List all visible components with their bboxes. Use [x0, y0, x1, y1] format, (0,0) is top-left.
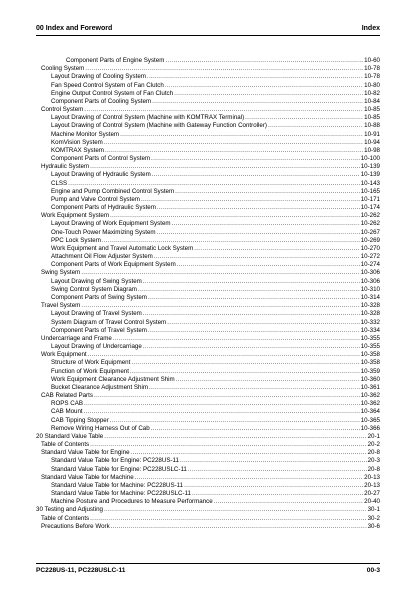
- toc-entry-title: KomVision System: [51, 138, 103, 146]
- table-of-contents: [36, 57, 380, 531]
- toc-entry[interactable]: [36, 180, 380, 188]
- toc-entry-title: Work Equipment and Travel Automatic Lock System: [51, 244, 194, 252]
- toc-dot-leader: [184, 482, 363, 490]
- toc-entry-page: 10-362: [360, 400, 380, 408]
- toc-entry[interactable]: [36, 261, 380, 269]
- toc-entry[interactable]: [36, 335, 380, 343]
- toc-entry[interactable]: [36, 482, 380, 490]
- toc-entry[interactable]: [36, 408, 380, 416]
- toc-entry-page: 10-139: [360, 163, 380, 171]
- toc-entry[interactable]: [36, 294, 380, 302]
- toc-entry-page: 10-82: [364, 89, 380, 97]
- toc-entry-page: 20-1: [367, 432, 380, 440]
- toc-dot-leader: [180, 457, 367, 465]
- toc-dot-leader: [88, 351, 360, 359]
- toc-entry[interactable]: [36, 417, 380, 425]
- toc-dot-leader: [104, 139, 363, 147]
- toc-entry[interactable]: [36, 425, 380, 433]
- toc-entry[interactable]: [36, 122, 380, 130]
- toc-entry-page: 10-88: [364, 122, 380, 130]
- toc-entry-title: Structure of Work Equipment: [51, 359, 131, 367]
- toc-dot-leader: [104, 433, 366, 441]
- toc-entry-title: Bucket Clearance Adjustment Shim: [51, 383, 148, 391]
- toc-entry-title: Machine Monitor System: [51, 130, 120, 138]
- toc-entry-page: 10-91: [364, 130, 380, 138]
- toc-entry[interactable]: [36, 73, 380, 81]
- toc-entry[interactable]: [36, 90, 380, 98]
- toc-dot-leader: [110, 417, 360, 425]
- toc-dot-leader: [152, 98, 363, 106]
- toc-entry-page: 20-2: [367, 441, 380, 449]
- toc-entry[interactable]: [36, 523, 380, 531]
- toc-dot-leader: [130, 368, 360, 376]
- toc-entry[interactable]: [36, 368, 380, 376]
- toc-entry-title: PPC Lock System: [51, 236, 101, 244]
- toc-entry-title: Fan Speed Control System of Fan Clutch: [51, 81, 164, 89]
- toc-entry-page: 10-328: [360, 302, 380, 310]
- toc-entry[interactable]: [36, 359, 380, 367]
- toc-entry-page: 10-100: [360, 155, 380, 163]
- toc-dot-leader: [90, 163, 360, 171]
- toc-entry[interactable]: [36, 155, 380, 163]
- toc-dot-leader: [152, 171, 360, 179]
- toc-entry-title: Standard Value Table for Engine: PC228US-11: [51, 457, 179, 465]
- toc-dot-leader: [167, 319, 360, 327]
- toc-dot-leader: [143, 343, 360, 351]
- toc-dot-leader: [165, 57, 363, 65]
- toc-entry-title: Work Equipment System: [41, 212, 109, 220]
- toc-entry-title: Work Equipment: [41, 351, 87, 359]
- toc-entry-title: Hydraulic System: [41, 163, 90, 171]
- toc-entry[interactable]: [36, 457, 380, 465]
- toc-entry-title: Component Parts of Control System: [51, 155, 151, 163]
- toc-entry-title: Control System: [41, 106, 84, 114]
- toc-entry-page: 10-328: [360, 310, 380, 318]
- toc-entry-page: 10-361: [360, 383, 380, 391]
- footer-rule: [36, 563, 380, 564]
- toc-entry-title: Layout Drawing of Swing System: [51, 277, 142, 285]
- toc-entry-title: Travel System: [41, 302, 81, 310]
- toc-entry[interactable]: [36, 171, 380, 179]
- toc-dot-leader: [84, 408, 360, 416]
- toc-dot-leader: [135, 474, 364, 482]
- toc-dot-leader: [214, 498, 364, 506]
- toc-entry[interactable]: [36, 278, 380, 286]
- toc-dot-leader: [149, 384, 360, 392]
- toc-dot-leader: [110, 212, 360, 220]
- toc-entry[interactable]: [36, 82, 380, 90]
- toc-entry[interactable]: [36, 114, 380, 122]
- toc-entry-title: CAB Related Parts: [41, 392, 93, 400]
- toc-entry-page: 10-267: [360, 228, 380, 236]
- toc-entry[interactable]: [36, 327, 380, 335]
- toc-entry[interactable]: [36, 474, 380, 482]
- toc-entry-page: 10-85: [364, 114, 380, 122]
- toc-entry-page: 10-364: [360, 408, 380, 416]
- toc-entry-title: Layout Drawing of Hydraulic System: [51, 171, 151, 179]
- toc-entry[interactable]: [36, 515, 380, 523]
- toc-entry-title: Remove Wiring Harness Out of Cab: [51, 424, 150, 432]
- toc-entry-page: 20-40: [364, 498, 380, 506]
- toc-entry[interactable]: [36, 286, 380, 294]
- page-footer: [36, 566, 380, 576]
- header-rule: [36, 35, 380, 36]
- toc-entry-title: ROPS CAB: [51, 400, 83, 408]
- toc-entry-page: 10-165: [360, 187, 380, 195]
- toc-entry-page: 20-3: [367, 457, 380, 465]
- toc-entry[interactable]: [36, 498, 380, 506]
- toc-entry[interactable]: [36, 269, 380, 277]
- toc-entry[interactable]: [36, 237, 380, 245]
- toc-dot-leader: [85, 65, 363, 73]
- toc-entry-title: Component Parts of Engine System: [66, 57, 165, 64]
- toc-entry-title: Layout Drawing of Travel System: [51, 310, 142, 318]
- toc-entry-page: 20-8: [367, 449, 380, 457]
- toc-dot-leader: [177, 261, 360, 269]
- toc-entry-page: 20-13: [364, 473, 380, 481]
- toc-entry[interactable]: [36, 65, 380, 73]
- toc-entry-title: Function of Work Equipment: [51, 367, 129, 375]
- toc-dot-leader: [192, 490, 363, 498]
- toc-entry-page: 10-332: [360, 318, 380, 326]
- toc-entry-page: 10-78: [364, 65, 380, 73]
- toc-dot-leader: [268, 122, 363, 130]
- toc-entry-page: 10-262: [360, 220, 380, 228]
- toc-entry-title: Machine Posture and Procedures to Measure Performance: [51, 498, 213, 506]
- toc-entry-title: CLSS: [51, 179, 68, 187]
- toc-entry[interactable]: [36, 245, 380, 253]
- toc-entry-page: 10-143: [360, 179, 380, 187]
- toc-entry-page: 30-6: [367, 522, 380, 530]
- toc-entry-title: Component Parts of Cooling System: [51, 97, 152, 105]
- toc-entry-page: 10-362: [360, 392, 380, 400]
- toc-entry-page: 20-27: [364, 490, 380, 498]
- toc-entry-title: Layout Drawing of Control System (Machine with KOMTRAX Terminal): [51, 114, 245, 122]
- toc-dot-leader: [105, 147, 363, 155]
- toc-entry-title: 20 Standard Value Table: [36, 432, 104, 440]
- toc-entry-title: Precautions Before Work: [41, 522, 110, 530]
- toc-dot-leader: [157, 229, 360, 237]
- toc-entry[interactable]: [36, 98, 380, 106]
- toc-dot-leader: [120, 131, 363, 139]
- toc-entry[interactable]: [36, 212, 380, 220]
- toc-entry-page: 10-314: [360, 293, 380, 301]
- toc-entry-title: Layout Drawing of Cooling System: [51, 73, 146, 81]
- toc-dot-leader: [176, 376, 360, 384]
- footer-page-number: 00-3: [366, 567, 380, 574]
- toc-entry-page: 10-98: [364, 146, 380, 154]
- toc-entry[interactable]: [36, 506, 380, 514]
- toc-dot-leader: [94, 392, 360, 400]
- toc-dot-leader: [147, 73, 363, 81]
- toc-dot-leader: [151, 425, 360, 433]
- footer-model: PC228US-11, PC228USLC-11: [36, 567, 126, 574]
- toc-entry-title: Work Equipment Clearance Adjustment Shim: [51, 375, 175, 383]
- toc-dot-leader: [84, 400, 360, 408]
- toc-dot-leader: [157, 204, 360, 212]
- toc-entry[interactable]: [36, 351, 380, 359]
- toc-entry-page: 10-171: [360, 195, 380, 203]
- toc-entry-page: 20-13: [364, 481, 380, 489]
- toc-entry[interactable]: [36, 490, 380, 498]
- toc-dot-leader: [113, 335, 360, 343]
- toc-dot-leader: [111, 523, 367, 531]
- toc-entry-title: Attachment Oil Flow Adjuster System: [51, 253, 153, 261]
- toc-entry-title: Component Parts of Work Equipment System: [51, 261, 176, 269]
- toc-entry[interactable]: [36, 376, 380, 384]
- toc-entry-page: 10-270: [360, 244, 380, 252]
- header-section-title: 00 Index and Foreword: [36, 25, 113, 32]
- toc-dot-leader: [131, 449, 367, 457]
- toc-entry-page: 10-94: [364, 138, 380, 146]
- toc-entry[interactable]: [36, 466, 380, 474]
- toc-dot-leader: [188, 466, 367, 474]
- toc-entry-title: KOMTRAX System: [51, 146, 104, 154]
- toc-entry[interactable]: [36, 204, 380, 212]
- toc-entry[interactable]: [36, 310, 380, 318]
- toc-entry-title: Component Parts of Travel System: [51, 326, 147, 334]
- toc-entry-title: Table of Contents: [41, 441, 90, 449]
- toc-entry-page: 10-358: [360, 359, 380, 367]
- toc-entry-page: 10-334: [360, 326, 380, 334]
- toc-dot-leader: [68, 180, 360, 188]
- toc-entry[interactable]: [36, 147, 380, 155]
- toc-dot-leader: [154, 253, 360, 261]
- toc-entry-title: CAB Mount: [51, 408, 83, 416]
- toc-dot-leader: [81, 302, 359, 310]
- toc-entry[interactable]: [36, 220, 380, 228]
- toc-entry-page: 10-366: [360, 424, 380, 432]
- toc-entry[interactable]: [36, 131, 380, 139]
- toc-entry-page: 10-310: [360, 285, 380, 293]
- toc-entry-title: Standard Value Table for Machine: PC228US-11: [51, 481, 184, 489]
- toc-entry-title: Engine and Pump Combined Control System: [51, 187, 175, 195]
- toc-dot-leader: [84, 106, 363, 114]
- toc-entry[interactable]: [36, 433, 380, 441]
- toc-dot-leader: [143, 278, 360, 286]
- toc-dot-leader: [151, 155, 360, 163]
- toc-entry[interactable]: [36, 441, 380, 449]
- toc-entry-page: 10-358: [360, 351, 380, 359]
- toc-entry-page: 10-360: [360, 375, 380, 383]
- toc-entry[interactable]: [36, 392, 380, 400]
- toc-dot-leader: [165, 82, 363, 90]
- toc-entry[interactable]: [36, 106, 380, 114]
- toc-entry-page: 10-78: [364, 73, 380, 81]
- toc-entry-page: 10-269: [360, 236, 380, 244]
- toc-dot-leader: [90, 441, 366, 449]
- toc-dot-leader: [143, 310, 360, 318]
- toc-entry-title: Standard Value Table for Engine: [41, 449, 130, 457]
- toc-dot-leader: [148, 294, 360, 302]
- toc-dot-leader: [148, 327, 360, 335]
- toc-entry-title: Layout Drawing of Undercarriage: [51, 343, 142, 351]
- toc-entry-page: 10-174: [360, 204, 380, 212]
- toc-entry-page: 10-355: [360, 334, 380, 342]
- toc-entry-page: 10-355: [360, 343, 380, 351]
- toc-dot-leader: [138, 286, 360, 294]
- toc-entry-page: 10-139: [360, 171, 380, 179]
- toc-entry-title: Standard Value Table for Engine: PC228USLC-11: [51, 465, 187, 473]
- toc-entry-title: Swing Control System Diagram: [51, 285, 137, 293]
- toc-entry-title: Pump and Valve Control System: [51, 195, 140, 203]
- toc-entry-page: 10-359: [360, 367, 380, 375]
- toc-dot-leader: [245, 114, 363, 122]
- toc-entry-title: 30 Testing and Adjusting: [36, 506, 103, 514]
- toc-entry[interactable]: [36, 188, 380, 196]
- header-index-label: Index: [361, 25, 380, 32]
- toc-entry[interactable]: [36, 400, 380, 408]
- toc-entry-page: 20-8: [367, 465, 380, 473]
- toc-dot-leader: [102, 237, 360, 245]
- toc-entry-page: 10-274: [360, 261, 380, 269]
- toc-entry-page: 10-60: [364, 57, 380, 64]
- toc-entry-title: System Diagram of Travel Control System: [51, 318, 167, 326]
- toc-dot-leader: [104, 506, 367, 514]
- toc-entry-page: 10-84: [364, 97, 380, 105]
- toc-entry-title: Standard Value Table for Machine: PC228USLC-11: [51, 490, 191, 498]
- toc-entry-page: 10-80: [364, 81, 380, 89]
- toc-entry-title: Layout Drawing of Control System (Machine with Gateway Function Controller): [51, 122, 267, 130]
- toc-entry-title: Component Parts of Swing System: [51, 293, 147, 301]
- toc-entry-page: 10-306: [360, 277, 380, 285]
- toc-entry-title: Component Parts of Hydraulic System: [51, 204, 156, 212]
- toc-entry-page: 10-262: [360, 212, 380, 220]
- toc-dot-leader: [172, 220, 360, 228]
- toc-entry[interactable]: [36, 302, 380, 310]
- toc-dot-leader: [81, 269, 360, 277]
- toc-dot-leader: [194, 245, 359, 253]
- toc-entry-title: Swing System: [41, 269, 81, 277]
- toc-entry[interactable]: [36, 163, 380, 171]
- toc-entry-title: Undercarriage and Frame: [41, 334, 112, 342]
- toc-entry-title: Table of Contents: [41, 514, 90, 522]
- toc-dot-leader: [141, 196, 360, 204]
- toc-dot-leader: [175, 188, 360, 196]
- toc-dot-leader: [174, 90, 363, 98]
- toc-entry-page: 10-272: [360, 253, 380, 261]
- toc-entry[interactable]: [36, 384, 380, 392]
- toc-entry-title: Standard Value Table for Machine: [41, 473, 134, 481]
- toc-dot-leader: [131, 359, 359, 367]
- toc-entry[interactable]: [36, 57, 380, 65]
- page-header: [36, 23, 380, 35]
- toc-entry[interactable]: [36, 449, 380, 457]
- toc-entry-page: 10-365: [360, 416, 380, 424]
- toc-entry-title: Engine Output Control System of Fan Clutch: [51, 89, 174, 97]
- toc-entry-title: CAB Tipping Stopper: [51, 416, 109, 424]
- toc-entry-page: 10-85: [364, 106, 380, 114]
- toc-entry-page: 30-2: [367, 514, 380, 522]
- toc-entry[interactable]: [36, 139, 380, 147]
- toc-dot-leader: [90, 515, 366, 523]
- toc-entry[interactable]: [36, 343, 380, 351]
- toc-entry[interactable]: [36, 196, 380, 204]
- toc-entry-title: One-Touch Power Maximizing System: [51, 228, 156, 236]
- toc-entry-title: Layout Drawing of Work Equipment System: [51, 220, 171, 228]
- toc-entry[interactable]: [36, 253, 380, 261]
- toc-entry-page: 30-1: [367, 506, 380, 514]
- toc-entry[interactable]: [36, 319, 380, 327]
- toc-entry[interactable]: [36, 229, 380, 237]
- toc-entry-page: 10-306: [360, 269, 380, 277]
- toc-entry-title: Cooling System: [41, 65, 85, 73]
